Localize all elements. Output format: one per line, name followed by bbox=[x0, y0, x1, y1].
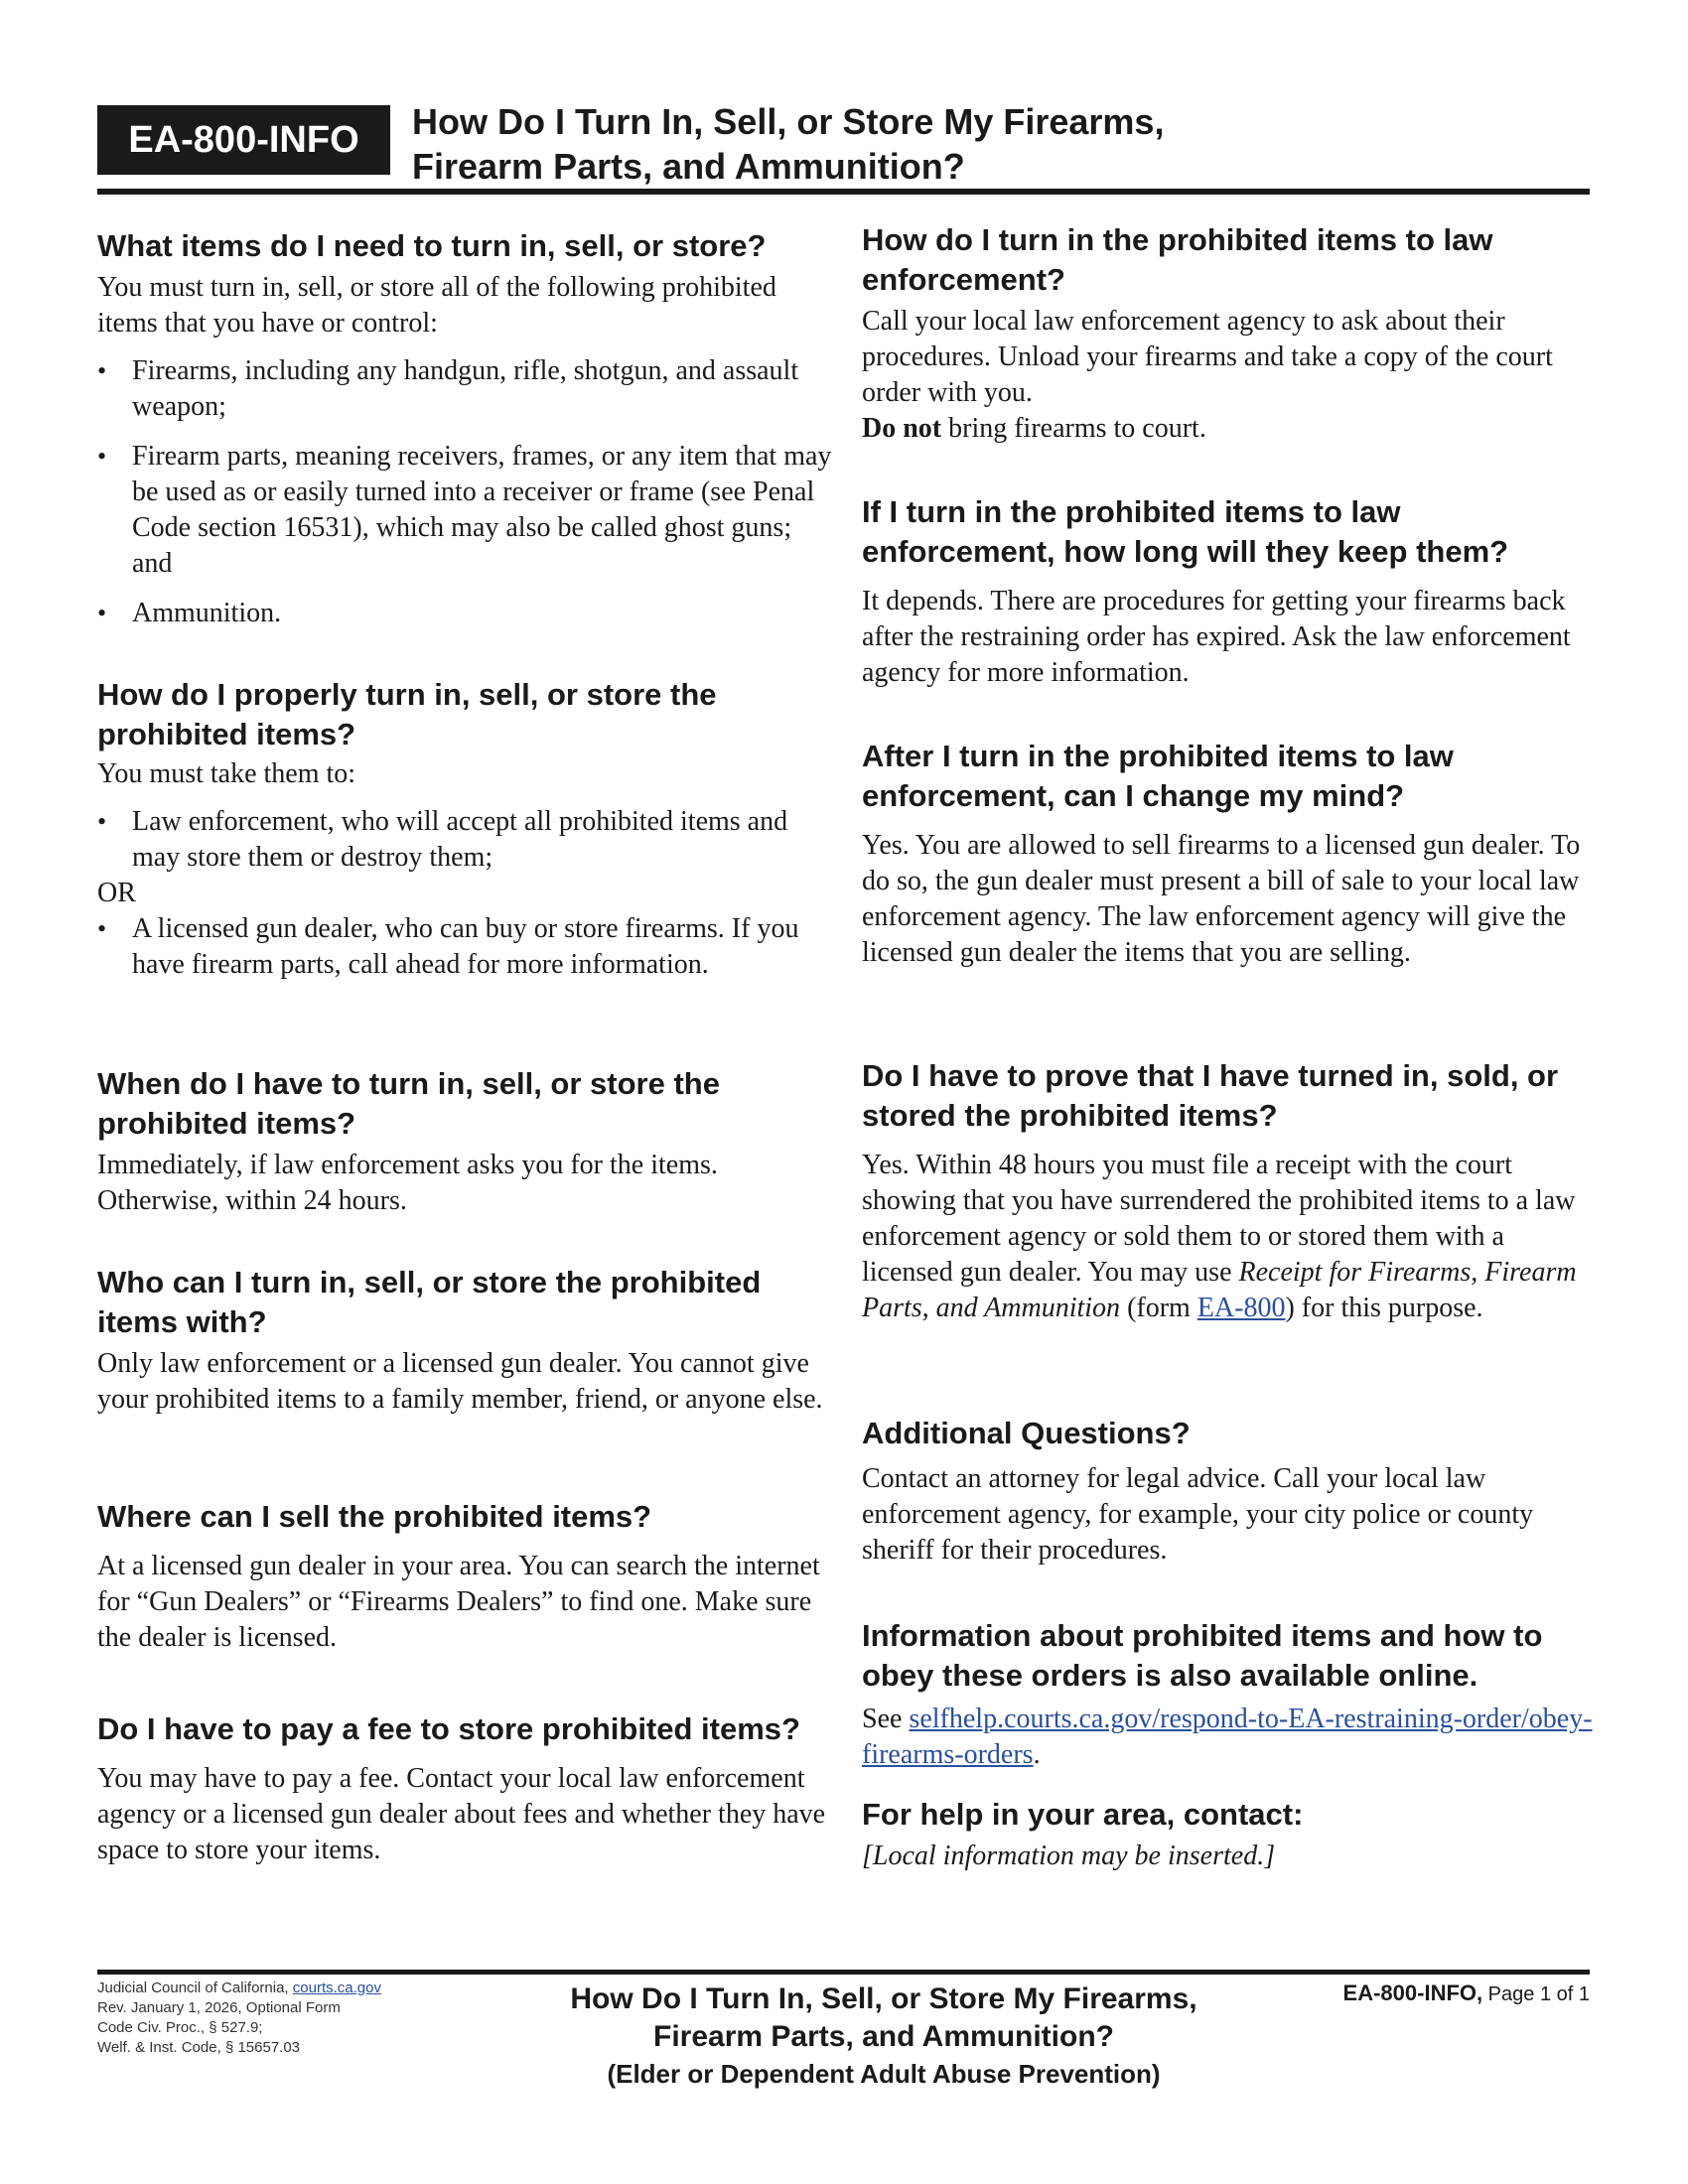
list-item: • Firearms, including any handgun, rifle, shotgun, and assault weapon; bbox=[97, 353, 832, 425]
footer-page-info bbox=[1261, 1980, 1590, 2007]
answer-online bbox=[862, 1702, 1597, 1773]
local-info-placeholder bbox=[862, 1839, 1597, 1874]
question-help: For help in your area, contact: bbox=[862, 1797, 1304, 1832]
or-separator: OR bbox=[97, 878, 136, 908]
section-what-items bbox=[97, 226, 832, 631]
footer-citation bbox=[97, 1979, 455, 2058]
answer-what-items-intro: You must turn in, sell, or store all of the following prohibited items that you have or control: bbox=[97, 272, 776, 339]
section-prove bbox=[862, 1056, 1597, 1326]
page-title-line1: How Do I Turn In, Sell, or Store My Firearms, bbox=[412, 101, 1165, 142]
receipt-form-title: Receipt for Firearms, Firearm Parts, and Ammunition bbox=[862, 1257, 1577, 1323]
list-item: • A licensed gun dealer, who can buy or store firearms. If you have firearm parts, call ahead for more information. bbox=[97, 911, 832, 983]
footer-code1: Code Civ. Proc., § 527.9; bbox=[97, 2019, 263, 2036]
footer-rev: Rev. January 1, 2026, Optional Form bbox=[97, 1999, 341, 2016]
see-label: See bbox=[862, 1704, 910, 1734]
answer-how-turn-in: Call your local law enforcement agency to ask about their procedures. Unload your firearms and take a copy of the court order with you. bbox=[862, 306, 1553, 408]
list-item: • Law enforcement, who will accept all prohibited items and may store them or destroy them; bbox=[97, 804, 832, 876]
question-who: Who can I turn in, sell, or store the prohibited items with? bbox=[97, 1265, 762, 1339]
question-properly: How do I properly turn in, sell, or store the prohibited items? bbox=[97, 677, 717, 751]
question-change-mind: After I turn in the prohibited items to law enforcement, can I change my mind? bbox=[862, 739, 1454, 813]
header-divider bbox=[97, 189, 1590, 195]
list-item: • Ammunition. bbox=[97, 596, 832, 631]
answer-prove-a: Yes. Within 48 hours you must file a receipt with the court showing that you have surrendered the prohibited items to a law enforcement agency or sold them to or stored them with a licensed gun dealer. You may use bbox=[862, 1150, 1576, 1288]
section-help bbox=[862, 1795, 1597, 1874]
footer-title-line2: Firearm Parts, and Ammunition? bbox=[653, 2020, 1114, 2053]
selfhelp-link[interactable]: selfhelp.courts.ca.gov/respond-to-EA-restraining-order/obey-firearms-orders bbox=[862, 1704, 1593, 1770]
prohibited-items-list bbox=[97, 353, 832, 631]
section-where bbox=[97, 1497, 832, 1656]
footer-title-line1: How Do I Turn In, Sell, or Store My Firearms, bbox=[570, 1982, 1197, 2015]
ea-800-link[interactable]: EA-800 bbox=[1196, 1293, 1286, 1323]
answer-prove-b: (form bbox=[1120, 1293, 1197, 1323]
question-fee: Do I have to pay a fee to store prohibited items? bbox=[97, 1711, 800, 1746]
page-header bbox=[97, 99, 1589, 189]
question-where: Where can I sell the prohibited items? bbox=[97, 1499, 652, 1534]
local-info-text: [Local information may be inserted.] bbox=[862, 1841, 1276, 1871]
question-how-turn-in: How do I turn in the prohibited items to law enforcement? bbox=[862, 222, 1493, 297]
footer-code2: Welf. & Inst. Code, § 15657.03 bbox=[97, 2039, 301, 2056]
section-fee bbox=[97, 1709, 832, 1868]
question-how-long: If I turn in the prohibited items to law enforcement, how long will they keep them? bbox=[862, 494, 1509, 569]
section-additional bbox=[862, 1414, 1597, 1569]
section-how-long bbox=[862, 492, 1597, 691]
turn-in-options-list bbox=[97, 804, 832, 876]
page-title bbox=[412, 99, 1554, 189]
question-online: Information about prohibited items and how to obey these orders is also available online. bbox=[862, 1618, 1543, 1693]
footer-form-id: EA-800-INFO, bbox=[1342, 1980, 1483, 2005]
answer-fee: You may have to pay a fee. Contact your local law enforcement agency or a licensed gun dealer about fees and whether they have space to store your items. bbox=[97, 1763, 826, 1865]
turn-in-options-list-2 bbox=[97, 911, 832, 983]
footer-council bbox=[97, 1979, 455, 1998]
answer-how-long: It depends. There are procedures for getting your firearms back after the restraining order has expired. Ask the law enforcement agency for more information. bbox=[862, 586, 1571, 688]
footer-subtitle: (Elder or Dependent Adult Abuse Prevention) bbox=[607, 2059, 1161, 2089]
list-item: • Firearm parts, meaning receivers, frames, or any item that may be used as or easily turned into a receiver or frame (see Penal Code section 16531), which may also be called ghost guns; and bbox=[97, 439, 832, 582]
footer-council-text: Judicial Council of California, bbox=[97, 1979, 293, 1996]
footer-title bbox=[487, 1980, 1281, 2092]
answer-where: At a licensed gun dealer in your area. You can search the internet for “Gun Dealers” or “Firearms Dealers” to find one. Make sure the dealer is licensed. bbox=[97, 1551, 820, 1653]
section-properly bbox=[97, 675, 832, 983]
section-when bbox=[97, 1064, 832, 1219]
answer-online-end: . bbox=[1033, 1739, 1041, 1770]
do-not-rest: bring firearms to court. bbox=[941, 413, 1206, 444]
footer-divider bbox=[97, 1970, 1590, 1975]
answer-change-mind: Yes. You are allowed to sell firearms to a licensed gun dealer. To do so, the gun dealer must present a bill of sale to your local law enforcement agency. The law enforcement agency will give the licensed gun dealer the items that you are selling. bbox=[862, 830, 1581, 968]
courts-link[interactable]: courts.ca.gov bbox=[292, 1979, 381, 1996]
answer-prove bbox=[862, 1148, 1597, 1326]
section-how-turn-in bbox=[862, 220, 1597, 447]
section-online bbox=[862, 1616, 1597, 1773]
answer-prove-c: ) for this purpose. bbox=[1285, 1293, 1483, 1323]
question-prove: Do I have to prove that I have turned in, sold, or stored the prohibited items? bbox=[862, 1058, 1559, 1133]
form-id-badge: EA-800-INFO bbox=[97, 105, 390, 175]
answer-who: Only law enforcement or a licensed gun dealer. You cannot give your prohibited items to a family member, friend, or anyone else. bbox=[97, 1348, 823, 1415]
question-when: When do I have to turn in, sell, or store the prohibited items? bbox=[97, 1066, 720, 1141]
question-additional: Additional Questions? bbox=[862, 1416, 1191, 1450]
section-who bbox=[97, 1263, 832, 1418]
answer-additional: Contact an attorney for legal advice. Call your local law enforcement agency, for example, your city police or county sheriff for their procedures. bbox=[862, 1463, 1534, 1566]
section-change-mind bbox=[862, 737, 1597, 971]
do-not-note bbox=[862, 411, 1597, 447]
do-not-bold: Do not bbox=[862, 413, 942, 444]
answer-when: Immediately, if law enforcement asks you for the items. Otherwise, within 24 hours. bbox=[97, 1150, 718, 1216]
question-what-items: What items do I need to turn in, sell, or store? bbox=[97, 228, 767, 263]
page-title-line2: Firearm Parts, and Ammunition? bbox=[412, 146, 965, 187]
footer-page-number: Page 1 of 1 bbox=[1482, 1983, 1590, 2005]
answer-properly-intro: You must take them to: bbox=[97, 758, 356, 789]
